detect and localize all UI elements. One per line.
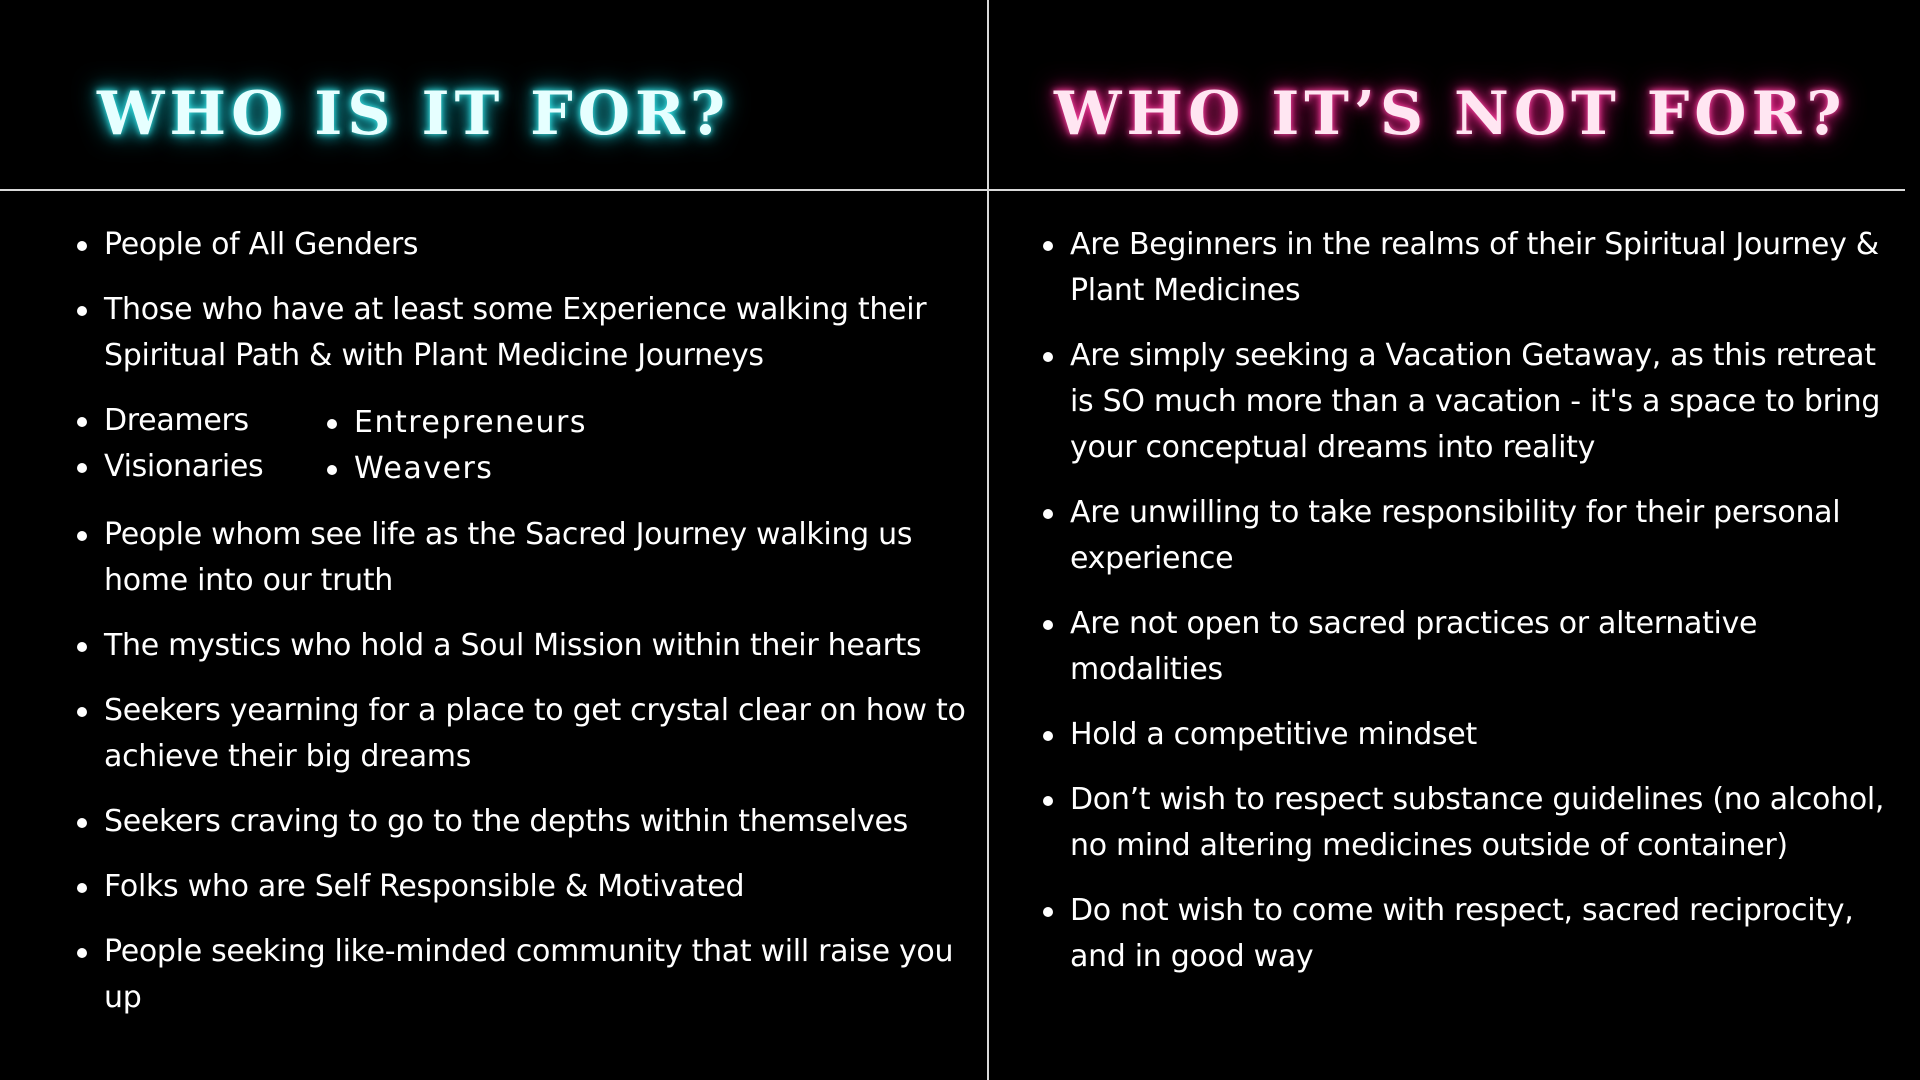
list-item <box>74 222 974 268</box>
bullet-icon <box>327 465 337 475</box>
bullet-icon <box>77 417 87 427</box>
list-item <box>74 929 974 1021</box>
two-column-list <box>74 398 974 493</box>
list-item-text: Hold a competitive mindset <box>1070 717 1477 752</box>
vertical-divider <box>987 0 989 1080</box>
list-item <box>74 799 974 845</box>
list-item <box>1040 712 1900 758</box>
list-item <box>1040 490 1900 582</box>
list-item-text: People seeking like-minded community that will raise you up <box>104 934 954 1015</box>
list-item <box>74 398 263 444</box>
bullet-icon <box>77 948 87 958</box>
bullet-icon <box>77 707 87 717</box>
list-item <box>74 444 263 490</box>
list-item <box>1040 888 1900 980</box>
list-item-text: People of All Genders <box>104 227 419 262</box>
list-item-text: Entrepreneurs <box>354 405 587 440</box>
bullet-icon <box>1043 509 1053 519</box>
list-item-text: Do not wish to come with respect, sacred reciprocity, and in good way <box>1070 893 1854 974</box>
list-item-text: Are unwilling to take responsibility for their personal experience <box>1070 495 1841 576</box>
list-item <box>324 446 587 492</box>
list-item <box>1040 601 1900 693</box>
list-item-text: Are not open to sacred practices or alternative modalities <box>1070 606 1758 687</box>
bullet-icon <box>77 531 87 541</box>
list-item-text: Weavers <box>354 451 494 486</box>
list-item-text: Are Beginners in the realms of their Spiritual Journey & Plant Medicines <box>1070 227 1879 308</box>
bullet-icon <box>77 306 87 316</box>
sub-list-left <box>74 398 263 490</box>
list-item <box>74 864 974 910</box>
who-is-it-for-heading: WHO IS IT FOR? <box>97 79 730 149</box>
bullet-icon <box>77 818 87 828</box>
list-item-text: Dreamers <box>104 403 249 438</box>
bullet-icon <box>1043 352 1053 362</box>
list-item <box>74 287 974 379</box>
bullet-icon <box>77 241 87 251</box>
bullet-icon <box>1043 907 1053 917</box>
bullet-icon <box>77 642 87 652</box>
list-item-text: People whom see life as the Sacred Journey walking us home into our truth <box>104 517 913 598</box>
list-item <box>74 512 974 604</box>
list-item-text: Those who have at least some Experience walking their Spiritual Path & with Plant Medicine Journeys <box>104 292 927 373</box>
who-its-not-for-list <box>1040 222 1900 999</box>
horizontal-divider <box>0 189 1905 191</box>
list-item <box>1040 222 1900 314</box>
list-item-text: The mystics who hold a Soul Mission within their hearts <box>104 628 922 663</box>
list-item <box>324 400 587 446</box>
bullet-icon <box>1043 620 1053 630</box>
sub-list-right <box>324 400 587 492</box>
bullet-icon <box>1043 731 1053 741</box>
list-item <box>1040 777 1900 869</box>
who-its-not-for-heading: WHO IT’S NOT FOR? <box>1054 79 1847 149</box>
list-item-text: Don’t wish to respect substance guidelines (no alcohol, no mind altering medicines outside of container) <box>1070 782 1885 863</box>
list-item <box>74 688 974 780</box>
list-item-text: Seekers craving to go to the depths within themselves <box>104 804 908 839</box>
list-item-text: Seekers yearning for a place to get crystal clear on how to achieve their big dreams <box>104 693 966 774</box>
list-item <box>74 623 974 669</box>
list-item <box>1040 333 1900 471</box>
bullet-icon <box>77 463 87 473</box>
list-item-text: Visionaries <box>104 449 264 484</box>
bullet-icon <box>77 883 87 893</box>
bullet-icon <box>1043 241 1053 251</box>
list-item-text: Are simply seeking a Vacation Getaway, as this retreat is SO much more than a vacation - it's a space to bring your conceptual dreams into reality <box>1070 338 1881 465</box>
bullet-icon <box>1043 796 1053 806</box>
who-is-it-for-list <box>74 222 974 1040</box>
bullet-icon <box>327 419 337 429</box>
list-item-text: Folks who are Self Responsible & Motivated <box>104 869 745 904</box>
